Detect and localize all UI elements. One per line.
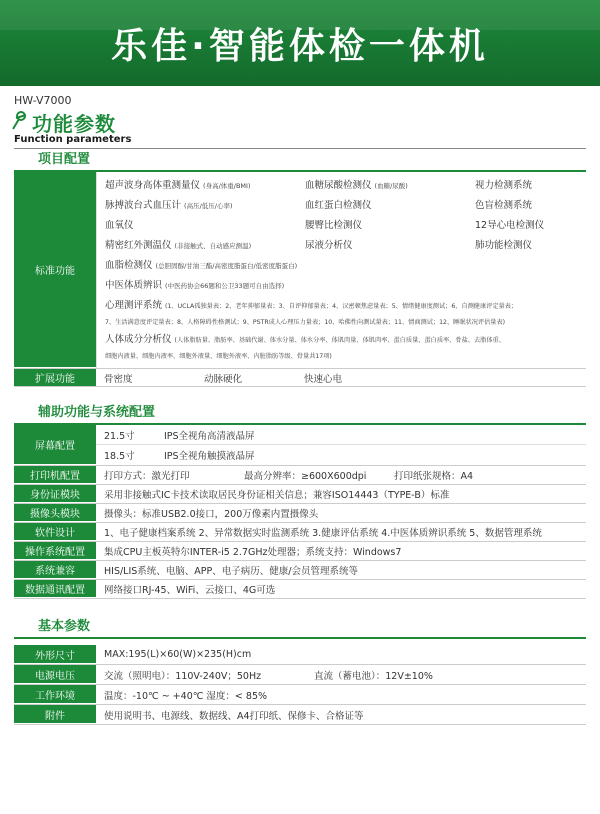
- extended-item: 骨密度: [104, 373, 133, 385]
- function-header: [0, 108, 600, 150]
- tcm-item: 中医体质辨识 (中医药协会66题和公卫33题可自由选择): [105, 280, 285, 291]
- standard-item: 超声波身高体重测量仪 (身高/体重/BMI): [105, 180, 251, 191]
- title-banner: [0, 0, 600, 86]
- spec-value: HIS/LIS系统、电脑、APP、电子病历、健康/会员管理系统等: [104, 566, 358, 577]
- extended-item: 快速心电: [304, 373, 343, 385]
- screen-config: [14, 425, 586, 466]
- spec-label: 摄像头模块: [14, 504, 96, 522]
- standard-item: 肺功能检测仪: [475, 240, 533, 251]
- spec-label: 软件设计: [14, 523, 96, 541]
- spec-value: 摄像头：标准USB2.0接口，200万像素内置摄像头: [104, 509, 319, 520]
- standard-item: 血糖尿酸检测仪 (血糖/尿酸): [305, 180, 408, 191]
- spec-label: 电源电压: [14, 665, 96, 684]
- section-title-basic: 基本参数: [14, 617, 586, 639]
- extended-content: [96, 369, 586, 386]
- spec-row: [14, 504, 586, 523]
- spec-row: [14, 665, 586, 685]
- spec-value: MAX:195(L)×60(W)×235(H)cm: [104, 649, 252, 660]
- lipid-item: 血脂检测仪 (总胆固醇/甘油三酯/高密度脂蛋白/低密度脂蛋白): [105, 260, 298, 271]
- spec-value: 采用非接触式IC卡技术读取居民身份证相关信息；兼容ISO14443（TYPE-B）标准: [104, 490, 450, 501]
- standard-content: [96, 172, 586, 368]
- section-title-project: 项目配置: [14, 150, 586, 172]
- extended-functions: [14, 369, 586, 387]
- spec-row: [14, 561, 586, 580]
- spec-label: 外形尺寸: [14, 645, 96, 664]
- psych-item-cont: 7、生活满意度评定量表；8、人格障碍性格测试；9、PSTR成人心理压力量表；10、哈佛性向测试量表；11、情商测试；12、睡眠状况评估量表): [105, 319, 506, 326]
- spec-label: 系统兼容: [14, 561, 96, 579]
- spec-value: 交流（照明电）：110V-240V；50Hz 直流（蓄电池）：12V±10%: [104, 670, 433, 682]
- pushpin-icon: [10, 110, 30, 132]
- spec-row: [14, 705, 586, 725]
- standard-item: 尿液分析仪: [305, 240, 353, 251]
- spec-label: 附件: [14, 705, 96, 724]
- standard-item: 12导心电检测仪: [475, 220, 545, 231]
- screen-row: 21.5寸 IPS全视角高清液晶屏: [96, 425, 586, 445]
- standard-item: 色盲检测系统: [475, 200, 533, 211]
- standard-item: 精密红外测温仪 (非接触式、自动感应测温): [105, 240, 252, 251]
- body-item-cont: 细胞内液量、细胞内液率、细胞外液量、细胞外液率、内脏脂肪等级、骨量共17项): [105, 353, 332, 360]
- spec-label: 打印机配置: [14, 466, 96, 484]
- spec-label: 工作环境: [14, 685, 96, 704]
- basic-rows: [0, 645, 600, 725]
- spec-value: 1、电子健康档案系统 2、异常数据实时监测系统 3.健康评估系统 4.中医体质辨识系统 5、数据管理系统: [104, 528, 542, 539]
- screen-label: 屏幕配置: [14, 425, 96, 465]
- screen-row: 18.5寸 IPS全视角触摸液晶屏: [104, 451, 255, 462]
- spec-value: 网络接口RJ-45、WiFi、云接口、4G可选: [104, 585, 276, 596]
- standard-functions: [14, 172, 586, 369]
- spec-row: [14, 685, 586, 705]
- standard-item: 血氧仪: [105, 220, 134, 231]
- standard-item: 腰臀比检测仪: [305, 220, 363, 231]
- psych-item: 心理测评系统 (1、UCLA孤独量表；2、老年抑郁量表；3、自评抑郁量表；4、汉密顿焦虑量表；5、情绪健康度测试；6、自测健康评定量表；: [105, 300, 518, 311]
- standard-label: 标准功能: [14, 172, 96, 368]
- standard-item: 血红蛋白检测仪: [305, 200, 372, 211]
- product-title: 乐佳·智能体检一体机: [111, 25, 489, 67]
- extended-label: 扩展功能: [14, 369, 96, 386]
- standard-item: 脉搏波台式血压计 (高压/低压/心率): [105, 200, 233, 211]
- spec-row: [14, 485, 586, 504]
- function-header-cn: 功能参数: [32, 112, 116, 136]
- spec-row: [14, 645, 586, 665]
- spec-row: [14, 466, 586, 485]
- divider: [14, 148, 586, 149]
- spec-row: [14, 580, 586, 599]
- spec-row: [14, 542, 586, 561]
- spec-label: 身份证模块: [14, 485, 96, 503]
- model-number: HW-V7000: [14, 94, 72, 107]
- function-header-en: Function parameters: [14, 134, 132, 145]
- spec-value: 使用说明书、电源线、数据线、A4打印纸、保修卡、合格证等: [104, 710, 364, 722]
- spec-row: [14, 523, 586, 542]
- spec-value: 打印方式：激光打印 最高分辨率：≥600X600dpi 打印纸张规格：A4: [104, 471, 474, 482]
- spec-value: 集成CPU主板英特尔INTER-i5 2.7GHz处理器；系统支持：Windows7: [104, 547, 402, 558]
- standard-grid: [105, 176, 578, 256]
- spec-value: 温度：-10℃ ~ +40℃ 湿度：< 85%: [104, 690, 268, 702]
- extended-item: 动脉硬化: [204, 373, 243, 385]
- section-title-aux: 辅助功能与系统配置: [14, 403, 586, 425]
- aux-rows: [0, 466, 600, 599]
- spec-label: 数据通讯配置: [14, 580, 96, 598]
- body-item: 人体成分分析仪 (人体脂肪量、脂肪率、基础代谢、体水分量、体水分率、体肌肉量、体肌肉率、蛋白质量、蛋白质率、骨盐、去脂体重、: [105, 334, 505, 345]
- standard-item: 视力检测系统: [475, 180, 533, 191]
- spec-label: 操作系统配置: [14, 542, 96, 560]
